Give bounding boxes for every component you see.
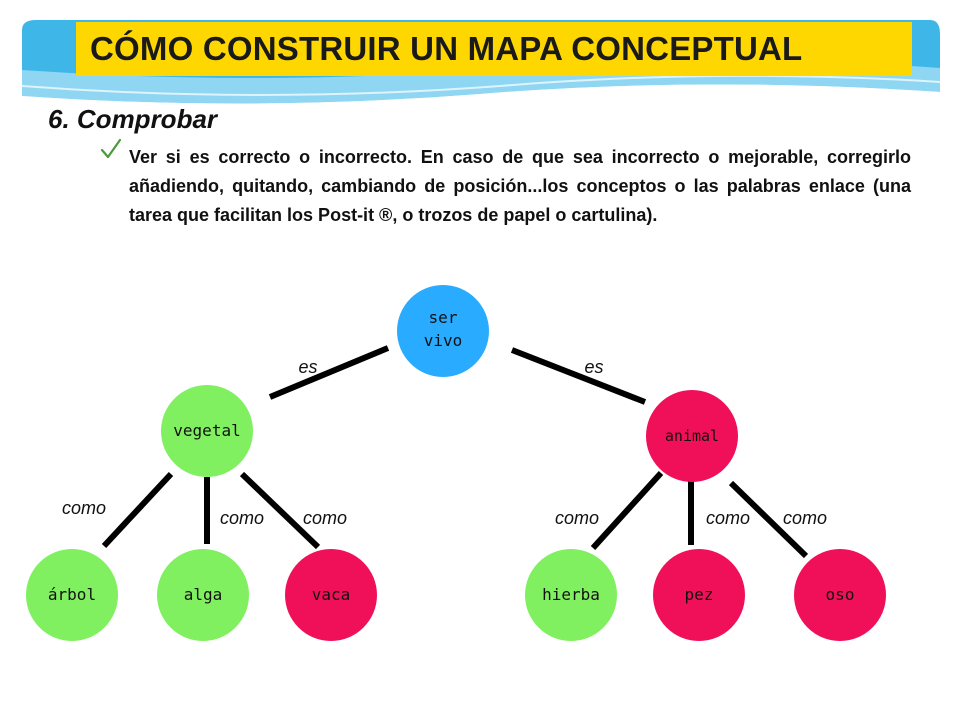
node-ser-vivo (397, 285, 489, 377)
section-heading: 6. Comprobar (48, 104, 218, 134)
link-label-vegetal-arbol: como (61, 498, 107, 518)
bullet-text: Ver si es correcto o incorrecto. En caso de que sea incorrecto o mejorable, corregirlo añadiendo, quitando, cambiando de posición...los conceptos o las palabras enlace (una tarea que facilitan los Post-it ®, o trozos de papel o cartulina). (129, 147, 911, 225)
node-vegetal (161, 385, 253, 477)
node-label: alga (183, 585, 223, 604)
node-arbol (26, 549, 118, 641)
node-hierba (525, 549, 617, 641)
edge-vegetal-arbol (104, 474, 171, 546)
edge-root-animal (512, 350, 645, 402)
node-label-line1: ser (428, 308, 458, 327)
node-label: vegetal (173, 421, 241, 440)
node-label: árbol (47, 585, 97, 604)
node-vaca (285, 549, 377, 641)
page-title: CÓMO CONSTRUIR UN MAPA CONCEPTUAL (90, 30, 803, 67)
node-label: oso (825, 585, 855, 604)
edge-animal-hierba (593, 473, 661, 548)
link-label-vegetal-alga: como (219, 508, 265, 528)
link-label-animal-hierba: como (554, 508, 600, 528)
link-label-root-vegetal: es (298, 357, 318, 377)
node-oso (794, 549, 886, 641)
node-label: pez (684, 585, 714, 604)
link-label-root-animal: es (584, 357, 604, 377)
node-label: animal (664, 427, 720, 445)
link-label-animal-oso: como (782, 508, 828, 528)
link-label-animal-pez: como (705, 508, 751, 528)
node-label-line2: vivo (423, 331, 463, 350)
node-animal (646, 390, 738, 482)
edge-root-vegetal (270, 348, 388, 397)
link-label-vegetal-vaca: como (302, 508, 348, 528)
node-label: vaca (311, 585, 351, 604)
node-label: hierba (542, 585, 600, 604)
node-alga (157, 549, 249, 641)
node-pez (653, 549, 745, 641)
